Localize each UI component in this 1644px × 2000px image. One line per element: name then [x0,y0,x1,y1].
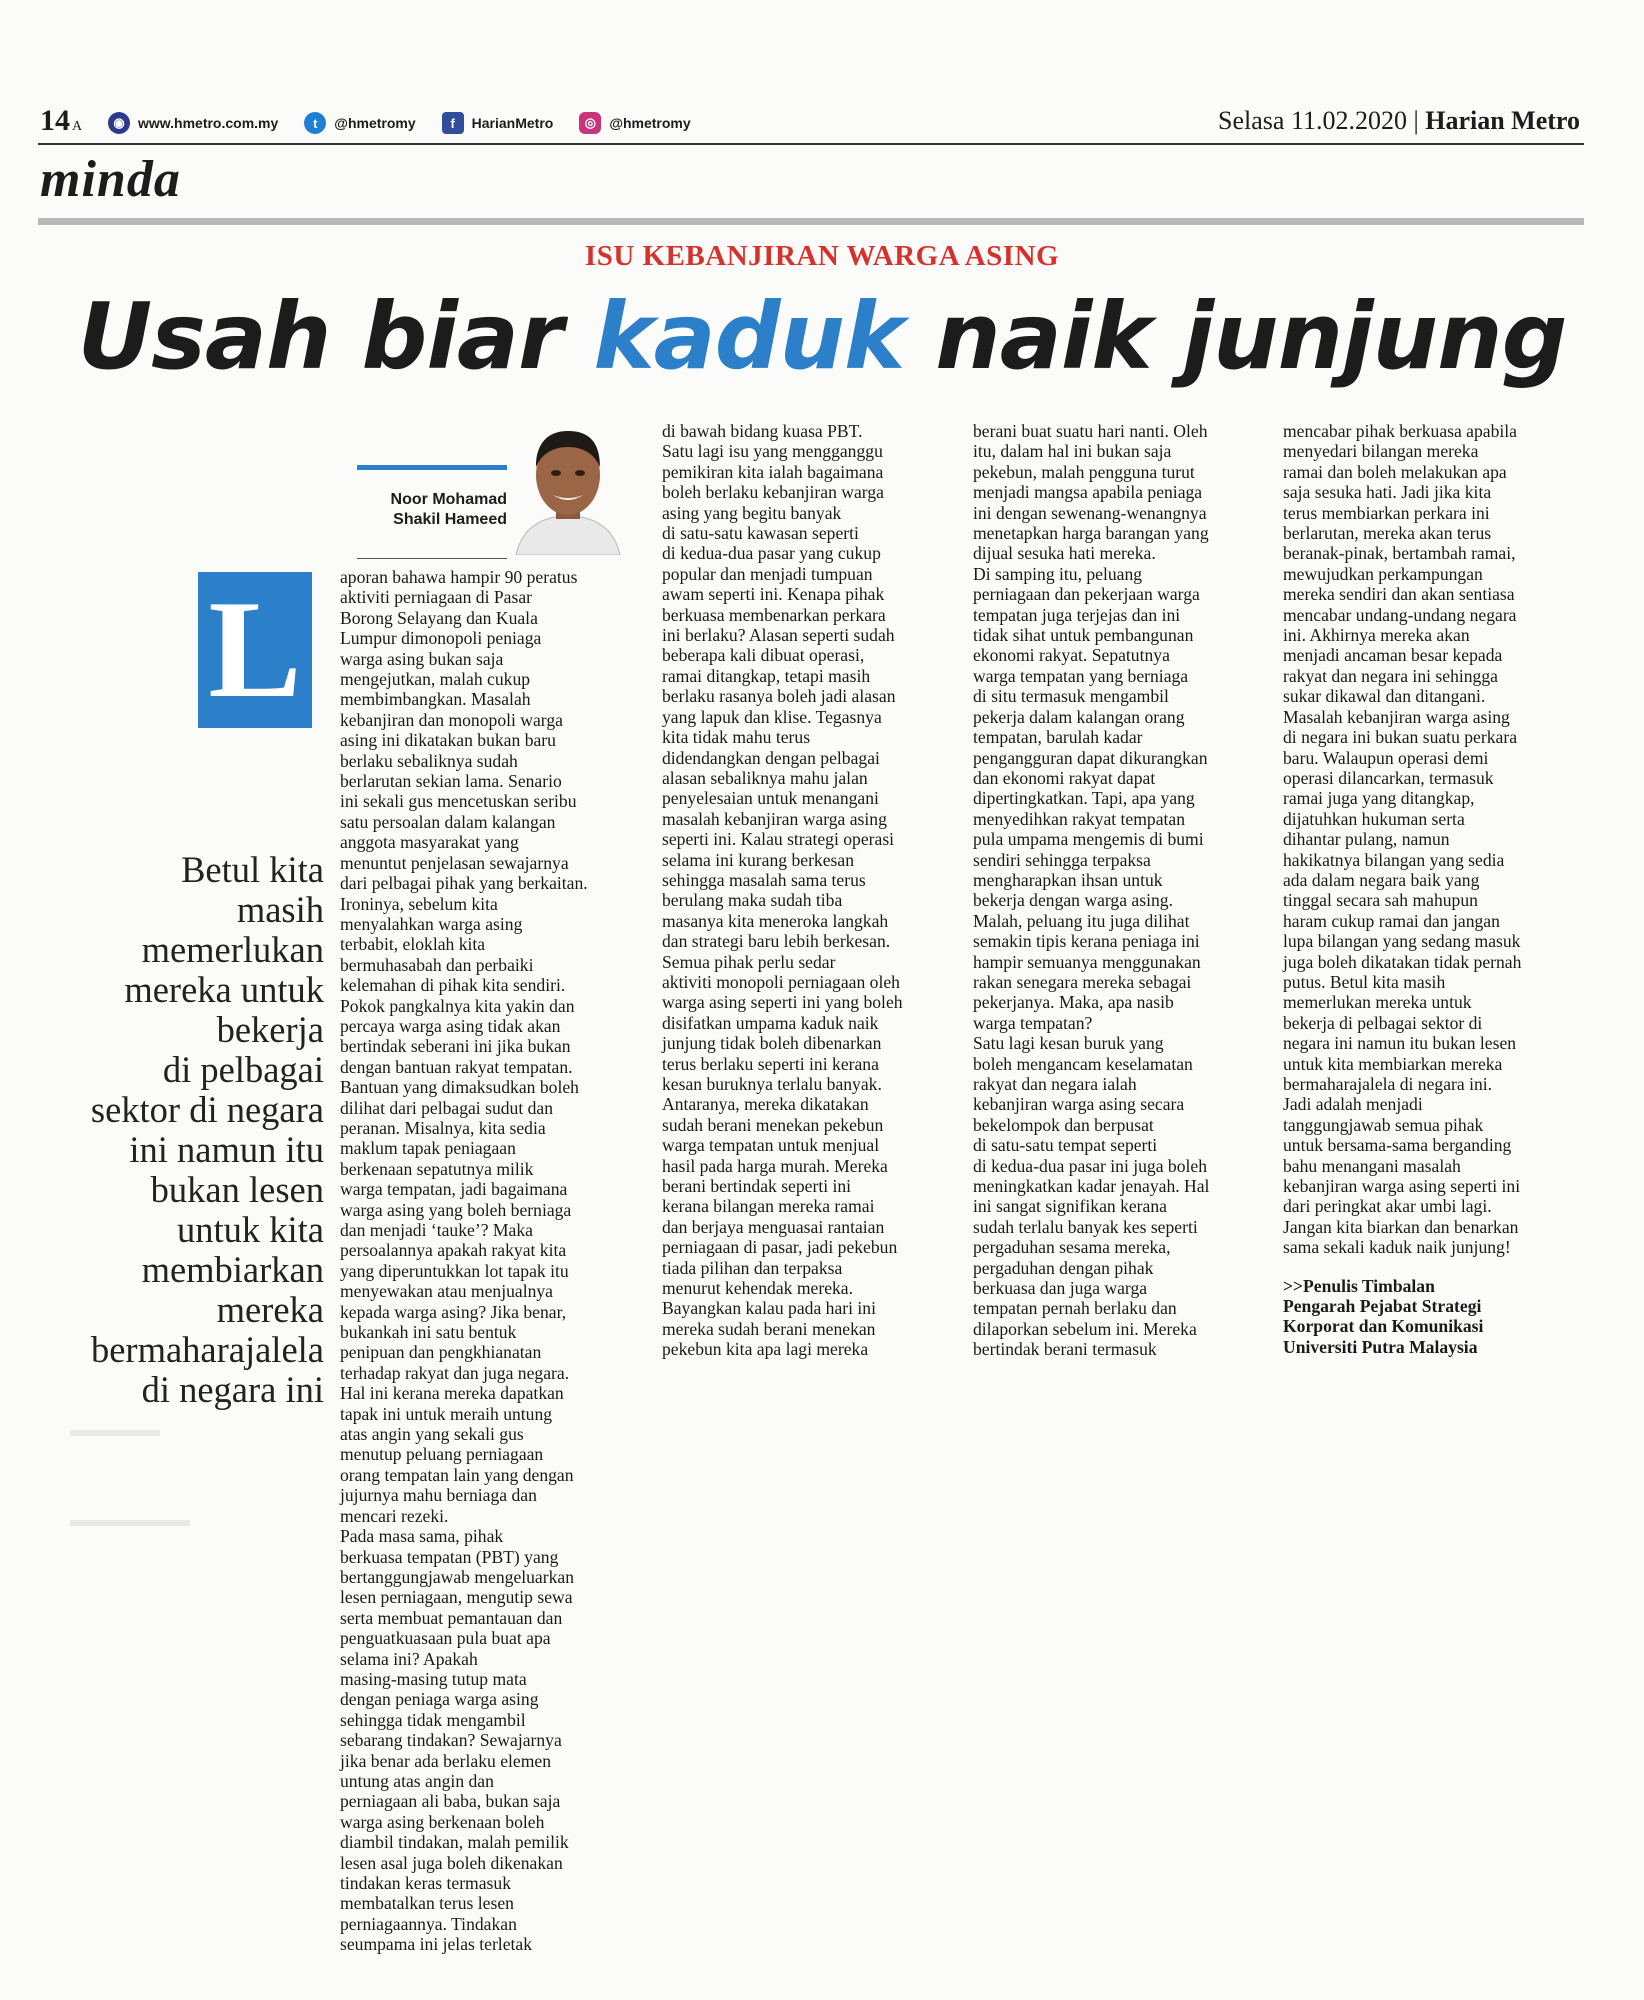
article-kicker: ISU KEBANJIRAN WARGA ASING [584,240,1060,272]
section-divider [38,218,1584,225]
headline-part2: naik junjung [935,283,1567,390]
author-photo [508,423,628,555]
facebook-handle[interactable]: HarianMetro [471,115,554,131]
article-column-2 [662,421,959,1360]
author-name: Noor Mohamad Shakil Hameed [390,491,507,528]
column-text: berani buat suatu hari nanti. Oleh itu, dalam hal ini bukan saja pekebun, malah pengguna turut menjadi mangsa apabila peniaga ini dengan sewenang-wenangnya menetapkan harga barangan yang dijual sesuka hati mereka. Di samping itu, peluang perniagaan dan pekerjaan warga tempatan juga terjejas dan ini tidak sihat untuk pembangunan ekonomi rakyat. Sepatutnya warga tempatan yang berniaga di situ termasuk mengambil pekerja dalam kalangan orang tempatan, barulah kadar pengangguran dapat dikurangkan dan ekonomi rakyat dapat dipertingkatkan. Tapi, apa yang menyedihkan rakyat tempatan pula umpama mengemis di bumi sendiri sehingga terpaksa mengharapkan ihsan untuk bekerja dengan warga asing. Malah, peluang itu juga dilihat semakin tipis kerana peniaga ini hampir semuanya menggunakan rakan senegara mereka sebagai pekerjanya. Maka, apa nasib warga tempatan? Satu lagi kesan buruk yang boleh mengancam keselamatan rakyat dan negara ialah kebanjiran warga asing secara bekelompok dan berpusat di satu-satu tempat seperti di kedua-dua pasar ini juga boleh meningkatkan kadar jenayah. Hal ini sangat signifikan kerana sudah terlalu banyak kes seperti pergaduhan sesama mereka, pergaduhan dengan pihak berkuasa dan juga warga tempatan pernah berlaku dan dilaporkan sebelum ini. Mereka bertindak berani termasuk [973,421,1210,1360]
issue-date: Selasa 11.02.2020 [1218,106,1408,135]
article-column-1 [340,567,645,1955]
article-column-4 [1283,421,1583,1357]
social-bar [108,112,691,134]
globe-icon: ◉ [108,112,130,134]
section-title: minda [40,151,181,208]
instagram-handle[interactable]: @hmetromy [609,115,691,131]
dateline: Selasa 11.02.2020 | Harian Metro [1218,106,1580,135]
header-divider [38,143,1584,145]
facebook-icon: f [442,112,464,134]
article-headline [0,282,1644,392]
margin-bleed [70,1430,160,1436]
margin-bleed [70,1520,190,1526]
drop-cap: L [198,572,312,728]
twitter-handle[interactable]: @hmetromy [334,115,416,131]
instagram-icon: ◎ [579,112,601,134]
article-column-3 [973,421,1268,1360]
page-number: 14 A [40,104,83,137]
headline-highlight: kaduk [593,283,905,390]
headline-part1: Usah biar [77,283,563,390]
author-byline: >>Penulis Timbalan Pengarah Pejabat Strategi Korporat dan Komunikasi Universiti Putra Malaysia [1283,1275,1484,1357]
publication-name: Harian Metro [1425,106,1580,135]
column-text: di bawah bidang kuasa PBT. Satu lagi isu yang mengganggu pemikiran kita ialah bagaimana boleh berlaku kebanjiran warga asing yang begitu banyak di satu-satu kawasan seperti di kedua-dua pasar yang cukup popular dan menjadi tumpuan awam seperti ini. Kenapa pihak berkuasa membenarkan perkara ini berlaku? Alasan seperti sudah beberapa kali dibuat operasi, ramai ditangkap, tetapi masih berlaku rasanya boleh jadi alasan yang lapuk dan klise. Tegasnya kita tidak mahu terus didendangkan dengan pelbagai alasan sebaliknya mahu jalan penyelesaian untuk menangani masalah kebanjiran warga asing seperti ini. Kalau strategi operasi selama ini kurang berkesan sehingga masalah sama terus berulang maka sudah tiba masanya kita meneroka langkah dan strategi baru lebih berkesan. Semua pihak perlu sedar aktiviti monopoli perniagaan oleh warga asing seperti ini yang boleh disifatkan umpama kaduk naik junjung tidak boleh dibenarkan terus berlaku seperti ini kerana kesan buruknya terlalu banyak. Antaranya, mereka dikatakan sudah berani menekan pekebun warga tempatan untuk menjual hasil pada harga murah. Mereka berani bertindak seperti ini kerana bilangan mereka ramai dan berjaya menguasai rantaian perniagaan di pasar, jadi pekebun tiada pilihan dan terpaksa menurut kehendak mereka. Bayangkan kalau pada hari ini mereka sudah berani menekan pekebun kita apa lagi mereka [662,421,903,1360]
column-text: aporan bahawa hampir 90 peratus aktiviti perniagaan di Pasar Borong Selayang dan Kuala Lumpur dimonopoli peniaga warga asing bukan saja mengejutkan, malah cukup membimbangkan. Masalah kebanjiran dan monopoli warga asing ini dikatakan bukan baru berlaku sebaliknya sudah berlarutan sekian lama. Senario ini sekali gus mencetuskan seribu satu persoalan dalam kalangan anggota masyarakat yang menuntut penjelasan sewajarnya dari pelbagai pihak yang berkaitan. Ironinya, sebelum kita menyalahkan warga asing terbabit, eloklah kita bermuhasabah dan perbaiki kelemahan di pihak kita sendiri. Pokok pangkalnya kita yakin dan percaya warga asing tidak akan bertindak seberani ini jika bukan dengan bantuan rakyat tempatan. Bantuan yang dimaksudkan boleh dilihat dari pelbagai sudut dan peranan. Misalnya, kita sedia maklum tapak peniagaan berkenaan sepatutnya milik warga tempatan, jadi bagaimana warga asing yang boleh berniaga dan menjadi ‘tauke’? Maka persoalannya apakah rakyat kita yang diperuntukkan lot tapak itu menyewakan atau menjualnya kepada warga asing? Jika benar, bukankah ini satu bentuk penipuan dan pengkhianatan terhadap rakyat dan juga negara. Hal ini kerana mereka dapatkan tapak ini untuk meraih untung atas angin yang sekali gus menutup peluang perniagaan orang tempatan lain yang dengan jujurnya mahu berniaga dan mencari rezeki. Pada masa sama, pihak berkuasa tempatan (PBT) yang bertanggungjawab mengeluarkan lesen perniagaan, mengutip sewa serta membuat pemantauan dan penguatkuasaan pula buat apa selama ini? Apakah masing-masing tutup mata dengan peniaga warga asing sehingga tidak mengambil sebarang tindakan? Sewajarnya jika benar ada berlaku elemen untung atas angin dan perniagaan ali baba, bukan saja warga asing berkenaan boleh diambil tindakan, malah pemilik lesen asal juga boleh dikenakan tindakan keras termasuk membatalkan terus lesen perniagaannya. Tindakan seumpama ini jelas terletak [340,567,588,1955]
website-link[interactable]: www.hmetro.com.my [138,115,279,131]
twitter-icon: t [304,112,326,134]
column-text: mencabar pihak berkuasa apabila menyedari bilangan mereka ramai dan boleh melakukan apa saja sesuka hati. Jadi jika kita terus membiarkan perkara ini berlarutan, mereka akan terus beranak-pinak, bertambah ramai, mewujudkan perkampungan mereka sendiri dan akan sentiasa mencabar undang-undang negara ini. Akhirnya mereka akan menjadi ancaman besar kepada rakyat dan negara ini sehingga sukar dikawal dan ditangani. Masalah kebanjiran warga asing di negara ini bukan suatu perkara baru. Walaupun operasi demi operasi dilancarkan, termasuk ramai juga yang ditangkap, dijatuhkan hukuman serta dihantar pulang, namun hakikatnya bilangan yang sedia ada dalam negara baik yang tinggal secara sah mahupun haram cukup ramai dan jangan lupa bilangan yang sedang masuk juga boleh dikatakan tidak pernah putus. Betul kita masih memerlukan mereka untuk bekerja di pelbagai sektor di negara ini namun itu bukan lesen untuk kita membiarkan mereka bermaharajalela di negara ini. Jadi adalah menjadi tanggungjawab semua pihak untuk bersama-sama berganding bahu menangani masalah kebanjiran warga asing seperti ini dari peringkat akar umbi lagi. Jangan kita biarkan dan benarkan sama sekali kaduk naik junjung! [1283,421,1522,1258]
pull-quote: Betul kita masih memerlukan mereka untuk bekerja di pelbagai sektor di negara ini namun itu bukan lesen untuk kita membiarkan mereka bermaharajalela di negara ini [90,849,324,1410]
